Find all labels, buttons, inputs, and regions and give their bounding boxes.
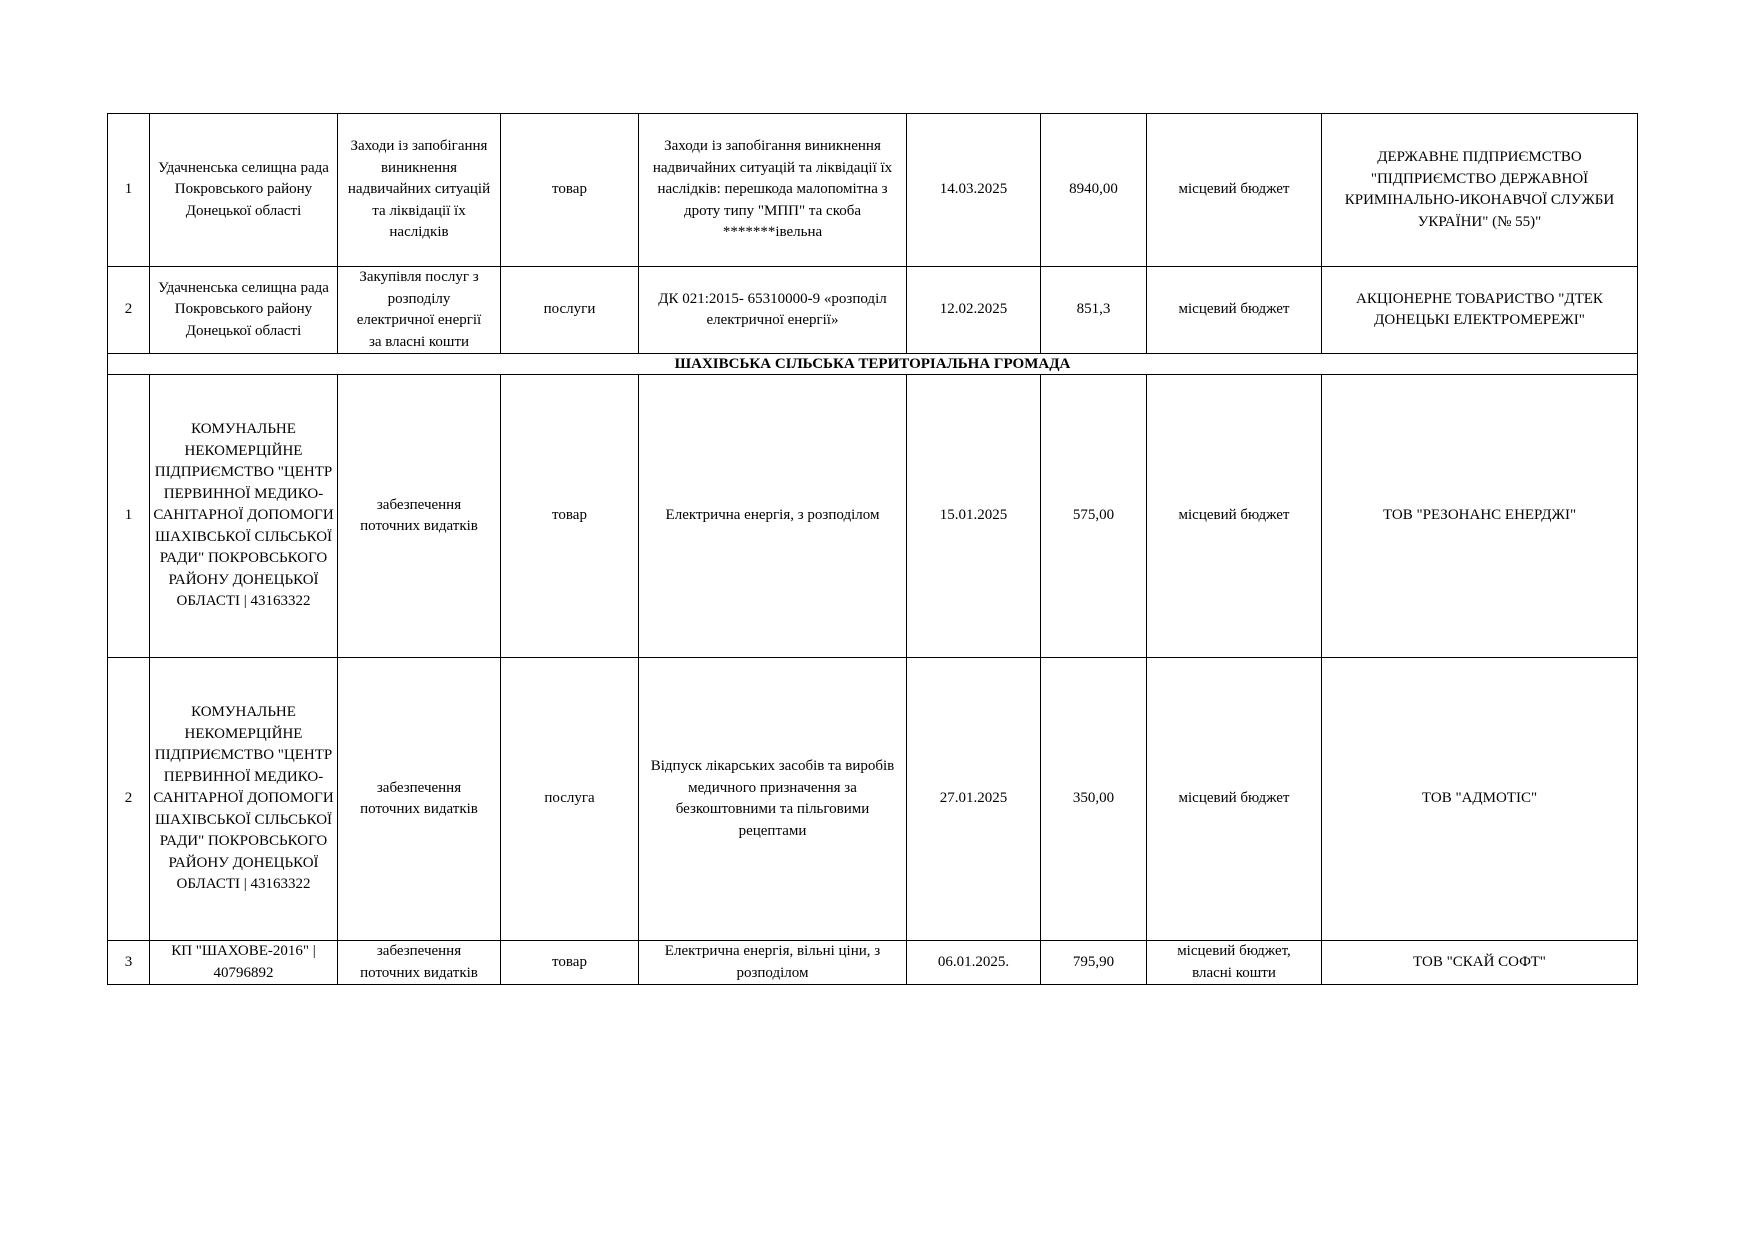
cell-amount: 575,00 [1041, 375, 1147, 658]
section-header-row [108, 354, 1638, 375]
cell-supplier: ТОВ "РЕЗОНАНС ЕНЕРДЖІ" [1322, 375, 1638, 658]
cell-supplier: ДЕРЖАВНЕ ПІДПРИЄМСТВО "ПІДПРИЄМСТВО ДЕРЖАВНОЇ КРИМІНАЛЬНО-ИКОНАВЧОЇ СЛУЖБИ УКРАЇНИ" (№ 55)" [1322, 114, 1638, 267]
cell-buyer: Удачненська селищна рада Покровського району Донецької області [150, 114, 338, 267]
table-row [108, 375, 1638, 658]
cell-funding-source: місцевий бюджет [1147, 267, 1322, 354]
cell-funding-source: місцевий бюджет [1147, 375, 1322, 658]
cell-purpose: забезпечення поточних видатків [338, 375, 501, 658]
cell-supplier: ТОВ "АДМОТІС" [1322, 658, 1638, 941]
cell-supplier: ТОВ "СКАЙ СОФТ" [1322, 941, 1638, 985]
cell-buyer: КОМУНАЛЬНЕ НЕКОМЕРЦІЙНЕ ПІДПРИЄМСТВО "ЦЕНТР ПЕРВИННОЇ МЕДИКО-САНІТАРНОЇ ДОПОМОГИ ШАХІВСЬКОЇ СІЛЬСЬКОЇ РАДИ" ПОКРОВСЬКОГО РАЙОНУ ДОНЕЦЬКОЇ ОБЛАСТІ | 43163322 [150, 375, 338, 658]
cell-purpose: забезпечення поточних видатків [338, 658, 501, 941]
cell-amount: 350,00 [1041, 658, 1147, 941]
procurement-table [107, 113, 1638, 985]
cell-buyer: КП "ШАХОВЕ-2016" | 40796892 [150, 941, 338, 985]
cell-type: товар [501, 375, 639, 658]
cell-type: товар [501, 114, 639, 267]
cell-type: товар [501, 941, 639, 985]
cell-purpose: забезпечення поточних видатків [338, 941, 501, 985]
cell-funding-source: місцевий бюджет [1147, 114, 1322, 267]
cell-supplier: АКЦІОНЕРНЕ ТОВАРИСТВО "ДТЕК ДОНЕЦЬКІ ЕЛЕКТРОМЕРЕЖІ" [1322, 267, 1638, 354]
cell-date: 15.01.2025 [907, 375, 1041, 658]
cell-amount: 795,90 [1041, 941, 1147, 985]
section-title: ШАХІВСЬКА СІЛЬСЬКА ТЕРИТОРІАЛЬНА ГРОМАДА [108, 354, 1638, 375]
cell-date: 12.02.2025 [907, 267, 1041, 354]
cell-subject: Електрична енергія, вільні ціни, з розподілом [639, 941, 907, 985]
cell-funding-source: місцевий бюджет [1147, 658, 1322, 941]
cell-number: 3 [108, 941, 150, 985]
cell-amount: 8940,00 [1041, 114, 1147, 267]
cell-date: 06.01.2025. [907, 941, 1041, 985]
cell-purpose: Закупівля послуг з розподілу електричної енергії за власні кошти [338, 267, 501, 354]
cell-subject: Заходи із запобігання виникнення надвичайних ситуацій та ліквідації їх наслідків: перешкода малопомітна з дроту типу "МПП" та скоба *******івельна [639, 114, 907, 267]
cell-subject: ДК 021:2015- 65310000-9 «розподіл електричної енергії» [639, 267, 907, 354]
cell-number: 1 [108, 375, 150, 658]
cell-amount: 851,3 [1041, 267, 1147, 354]
cell-subject: Електрична енергія, з розподілом [639, 375, 907, 658]
cell-date: 27.01.2025 [907, 658, 1041, 941]
cell-type: послуги [501, 267, 639, 354]
cell-type: послуга [501, 658, 639, 941]
table-row [108, 658, 1638, 941]
table-row [108, 114, 1638, 267]
cell-purpose: Заходи із запобігання виникнення надвичайних ситуацій та ліквідації їх наслідків [338, 114, 501, 267]
cell-number: 2 [108, 267, 150, 354]
cell-funding-source: місцевий бюджет, власні кошти [1147, 941, 1322, 985]
cell-number: 1 [108, 114, 150, 267]
table-row [108, 267, 1638, 354]
cell-buyer: КОМУНАЛЬНЕ НЕКОМЕРЦІЙНЕ ПІДПРИЄМСТВО "ЦЕНТР ПЕРВИННОЇ МЕДИКО-САНІТАРНОЇ ДОПОМОГИ ШАХІВСЬКОЇ СІЛЬСЬКОЇ РАДИ" ПОКРОВСЬКОГО РАЙОНУ ДОНЕЦЬКОЇ ОБЛАСТІ | 43163322 [150, 658, 338, 941]
cell-subject: Відпуск лікарських засобів та виробів медичного призначення за безкоштовними та пільговими рецептами [639, 658, 907, 941]
cell-date: 14.03.2025 [907, 114, 1041, 267]
table-row [108, 941, 1638, 985]
cell-number: 2 [108, 658, 150, 941]
cell-buyer: Удачненська селищна рада Покровського району Донецької області [150, 267, 338, 354]
